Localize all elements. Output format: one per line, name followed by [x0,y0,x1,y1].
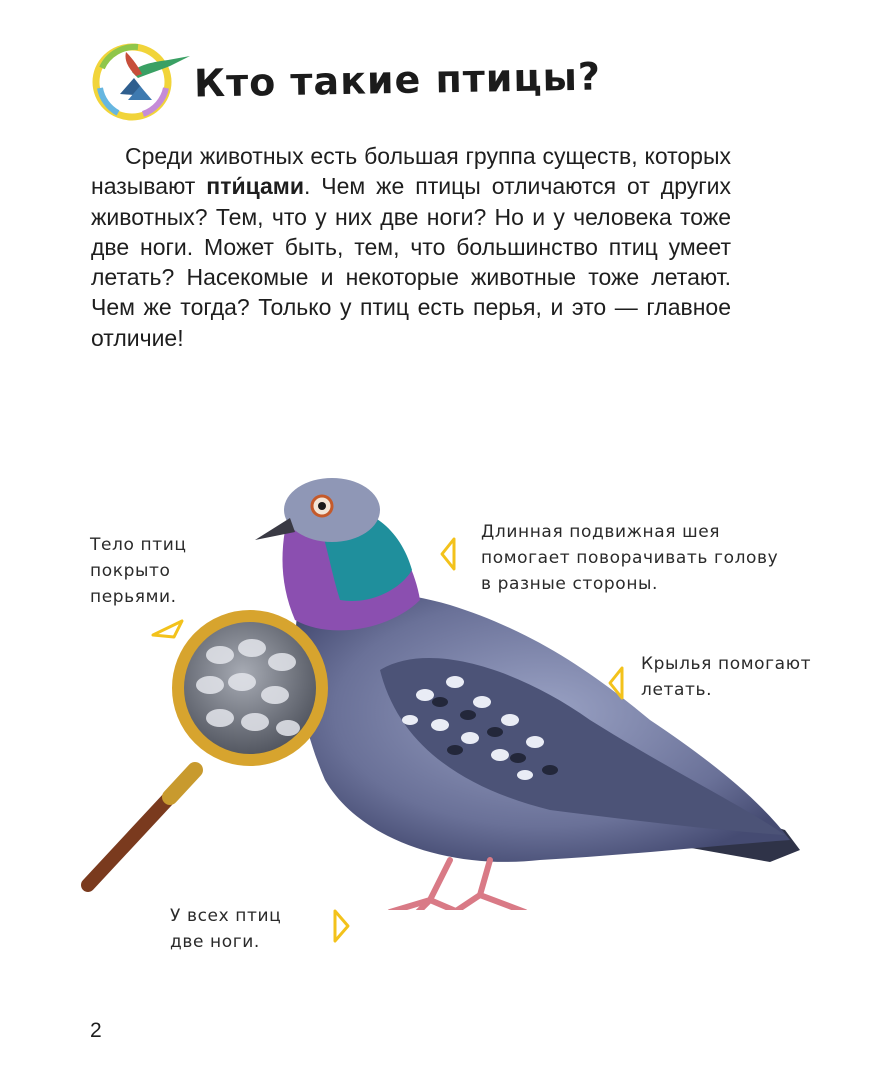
intro-text-end: . Чем же птицы отличаются от других животных? Тем, что у них две ноги? Но и у человека тоже две ноги. Может быть, тем, что большинство птиц умеет летать? Насекомые и некоторые животные тоже летают. Чем же тогда? Только у птиц есть перья, и это — главное отличие! [91,173,732,351]
caption-neck: Длинная подвижная шея помогает поворачивать голову в разные стороны. [481,522,779,594]
intro-term: пти́цами [206,173,304,200]
intro-paragraph [91,141,731,353]
pointer-triangle-neck [438,536,460,572]
caption-wings: Крылья помогают летать. [641,654,812,700]
hummingbird-icon [88,38,198,124]
caption-legs: У всех птиц две ноги. [170,906,282,952]
page-number: 2 [90,1019,102,1042]
magnifying-glass-icon [88,616,322,885]
pointer-triangle-wings [606,665,628,701]
pointer-triangle-legs [330,908,352,944]
pointer-triangle-body [150,618,186,640]
page-title: Кто такие птицы? [193,54,602,106]
caption-feathers: Тело птиц покрыто перьями. [90,535,187,607]
intro-text-start: Среди животных есть большая группа существ, которых называют [91,143,731,200]
